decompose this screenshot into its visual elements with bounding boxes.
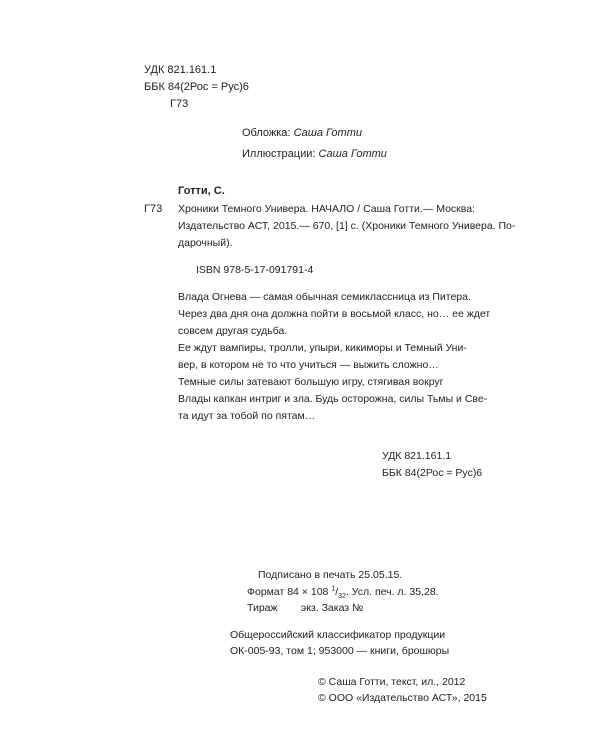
classifier-line-1: Общероссийский классификатор продукции	[230, 629, 446, 641]
isbn: ISBN 978-5-17-091791-4	[196, 264, 314, 276]
catalog-author: Готти, С.	[178, 185, 225, 197]
annotation-line-7: Влады капкан интриг и зла. Будь осторожна, силы Тьмы и Све-	[178, 393, 488, 405]
signed-to-print: Подписано в печать 25.05.15.	[258, 569, 403, 581]
annotation-line-2: Через два дня она должна пойти в восьмой класс, но… ее ждет	[178, 308, 491, 320]
catalog-description-line-3: дарочный).	[178, 237, 233, 249]
catalog-code: Г73	[144, 203, 163, 215]
catalog-description-line-2: Издательство АСТ, 2015.— 670, [1] с. (Хроники Темного Универа. По-	[178, 220, 516, 232]
copyright-author: © Саша Готти, текст, ил., 2012	[318, 676, 466, 688]
cover-credit	[242, 125, 362, 142]
cover-label: Обложка:	[242, 127, 291, 139]
illustrations-label: Иллюстрации:	[242, 148, 316, 160]
cover-artist: Саша Готти	[293, 127, 362, 139]
format-line: Формат 84 × 108 $^1/_{32}$. Усл. печ. л. 35,28.	[247, 585, 439, 601]
format-suffix: . Усл. печ. л. 35,28.	[345, 586, 439, 598]
classifier-line-2: ОК-005-93, том 1; 953000 — книги, брошюры	[230, 645, 450, 657]
format-fraction-denominator: 32	[338, 593, 346, 601]
illustrations-credit	[242, 146, 387, 163]
copyright-publisher: © ООО «Издательство АСТ», 2015	[318, 692, 487, 704]
illustrations-artist: Саша Готти	[318, 148, 387, 160]
annotation-line-5: вер, в котором не то что учиться — выжить сложно…	[178, 359, 439, 371]
udk-code-repeat: УДК 821.161.1	[382, 450, 452, 462]
annotation-line-1: Влада Огнева — самая обычная семиклассница из Питера.	[178, 291, 471, 303]
author-mark: Г73	[170, 98, 189, 110]
format-prefix: Формат 84 × 108	[247, 586, 329, 598]
udk-code: УДК 821.161.1	[144, 64, 217, 76]
print-run: Тираж экз. Заказ №	[247, 602, 364, 614]
catalog-description-line-1: Хроники Темного Универа. НАЧАЛО / Саша Готти.— Москва:	[178, 203, 475, 215]
annotation-line-6: Темные силы затевают большую игру, стягивая вокруг	[178, 376, 444, 388]
format-fraction-numerator: 1	[331, 585, 336, 593]
annotation-line-3: совсем другая судьба.	[178, 325, 288, 337]
bbk-code-repeat: ББК 84(2Рос = Рус)6	[382, 467, 483, 479]
bbk-code: ББК 84(2Рос = Рус)6	[144, 81, 249, 93]
annotation-line-8: та идут за тобой по пятам…	[178, 410, 316, 422]
annotation-line-4: Ее ждут вампиры, тролли, упыри, кикиморы и Темный Уни-	[178, 342, 467, 354]
